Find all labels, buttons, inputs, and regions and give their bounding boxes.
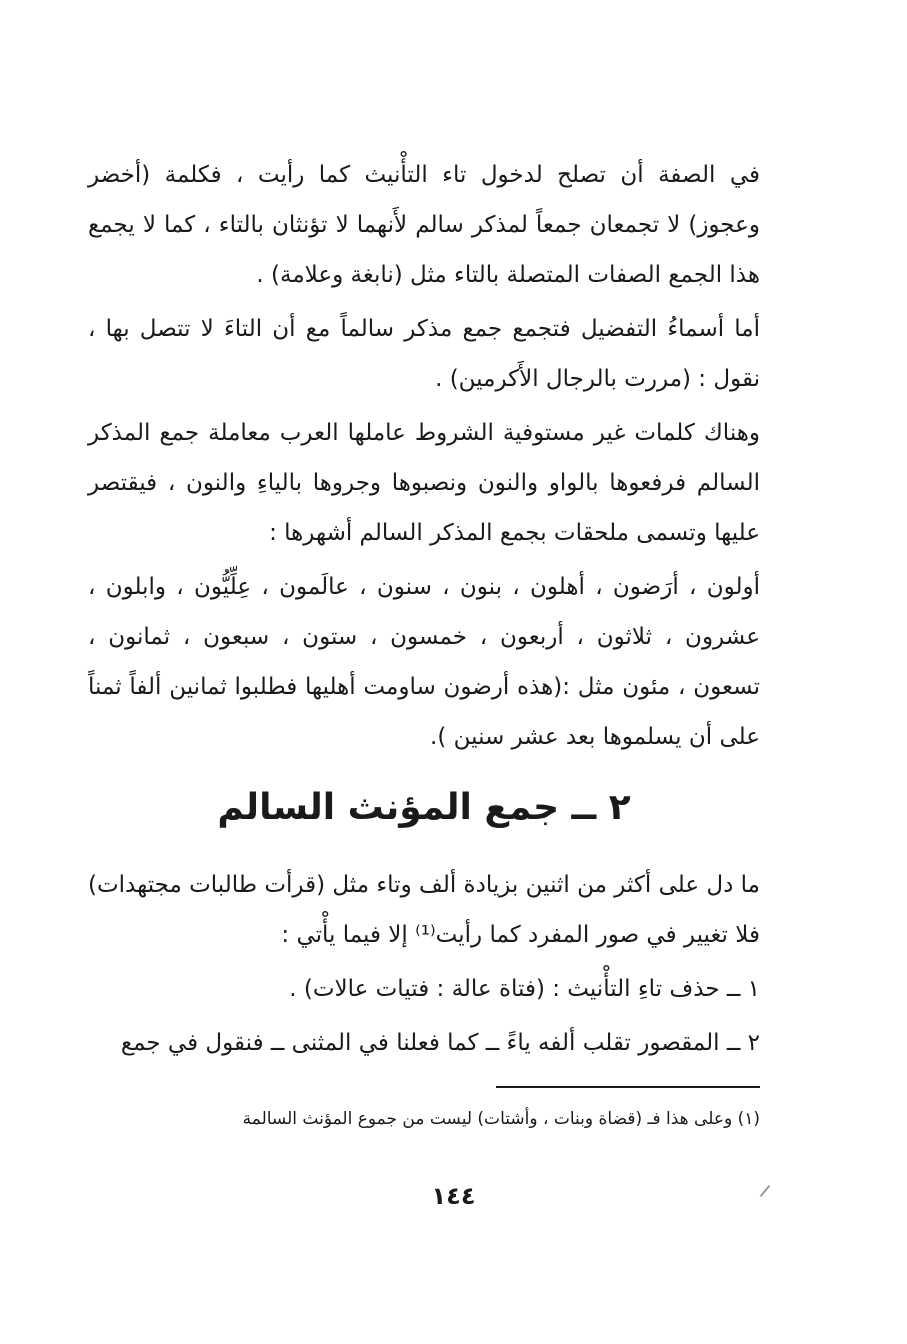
paragraph-sound-feminine-definition: ما دل على أكثر من اثنين بزيادة ألف وتاء مثل (قرأت طالبات مجتهدات) فلا تغيير في صور المفرد كما رأيت⁽¹⁾ إلا فيما يأْتي :	[88, 872, 760, 948]
footnote-divider	[496, 1086, 760, 1088]
section-heading: ٢ ــ جمع المؤنث السالم	[217, 787, 631, 828]
paragraph-superlatives: أما أسماءُ التفضيل فتجمع جمع مذكر سالماً مع أن التاءَ لا تتصل بها ، نقول : (مررت بالرجال الأَكرمين) .	[88, 316, 760, 392]
paragraph-attached-words: وهناك كلمات غير مستوفية الشروط عاملها العرب معاملة جمع المذكر السالم فرفعوها بالواو والنون ونصبوها وجروها بالياءِ والنون ، فيقتصر عليها وتسمى ملحقات بجمع المذكر السالم أشهرها :	[88, 420, 760, 546]
list-item-2: ٢ ــ المقصور تقلب ألفه ياءً ــ كما فعلنا في المثنى ــ فنقول في جمع	[120, 1030, 760, 1056]
paragraph-attached-examples: أولون ، أرَضون ، أهلون ، بنون ، سنون ، عالَمون ، عِلِّيُّون ، وابلون ، عشرون ، ثلاثون ، أربعون ، خمسون ، ستون ، سبعون ، ثمانون ، تسعون ، مئون مثل :(هذه أرضون ساومت أهليها فطلبوا ثمانين ألفاً ثمناً على أن يسلموها بعد عشر سنين ).	[88, 574, 760, 750]
page-number: ١٤٤	[431, 1182, 476, 1210]
footnote: (١) وعلى هذا فـ (قضاة وبنات ، وأشتات) ليست من جموع المؤنث السالمة	[242, 1109, 760, 1129]
paragraph-sound-masculine-conditions: في الصفة أن تصلح لدخول تاء التأْنيث كما رأيت ، فكلمة (أخضر وعجوز) لا تجمعان جمعاً لمذكر سالم لأَنهما لا تؤنثان بالتاء ، كما لا يجمع هذا الجمع الصفات المتصلة بالتاء مثل (نابغة وعلامة) .	[88, 162, 760, 288]
page-body	[88, 150, 760, 1150]
list-item-1: ١ ــ حذف تاءِ التأْنيث : (فتاة عالة : فتيات عالات) .	[289, 976, 760, 1002]
